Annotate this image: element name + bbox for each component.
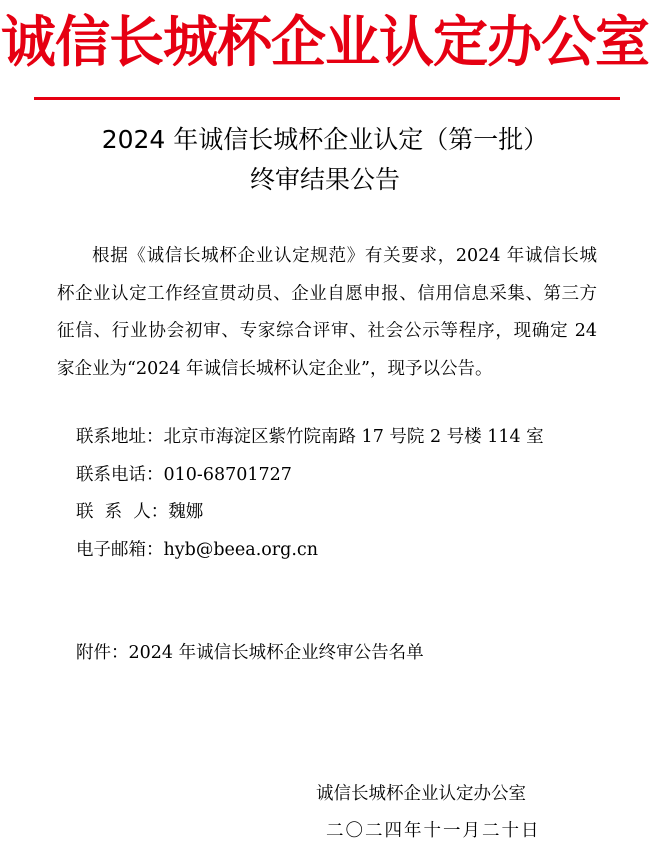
contact-email: 电子邮箱：hyb@beea.org.cn: [76, 539, 319, 560]
contact-phone: 联系电话：010-68701727: [76, 464, 292, 485]
contact-block: [76, 419, 544, 569]
document-title-line-1: 2024 年诚信长城杯企业认定（第一批）: [101, 125, 549, 154]
masthead-divider: [34, 97, 620, 100]
signature-block: [316, 776, 541, 850]
body-paragraph: 根据《诚信长城杯企业认定规范》有关要求，2024 年诚信长城杯企业认定工作经宣贯动员、企业自愿申报、信用信息采集、第三方征信、行业协会初审、专家综合评审、社会公示等程序，现确定 24 家企业为“2024 年诚信长城杯认定企业”，现予以公告。: [57, 246, 597, 379]
contact-address: 联系地址：北京市海淀区紫竹院南路 17 号院 2 号楼 114 室: [76, 427, 544, 447]
document-title: [0, 120, 650, 200]
attachment-note: 附件：2024 年诚信长城杯企业终审公告名单: [76, 643, 424, 663]
signature-issuer: 诚信长城杯企业认定办公室: [316, 784, 526, 804]
document-title-line-2: 终审结果公告: [249, 165, 400, 194]
signature-date: 二〇二四年十一月二十日: [326, 821, 541, 841]
contact-person: 联 系 人：魏娜: [76, 502, 204, 522]
org-masthead: 诚信长城杯企业认定办公室: [0, 9, 649, 74]
